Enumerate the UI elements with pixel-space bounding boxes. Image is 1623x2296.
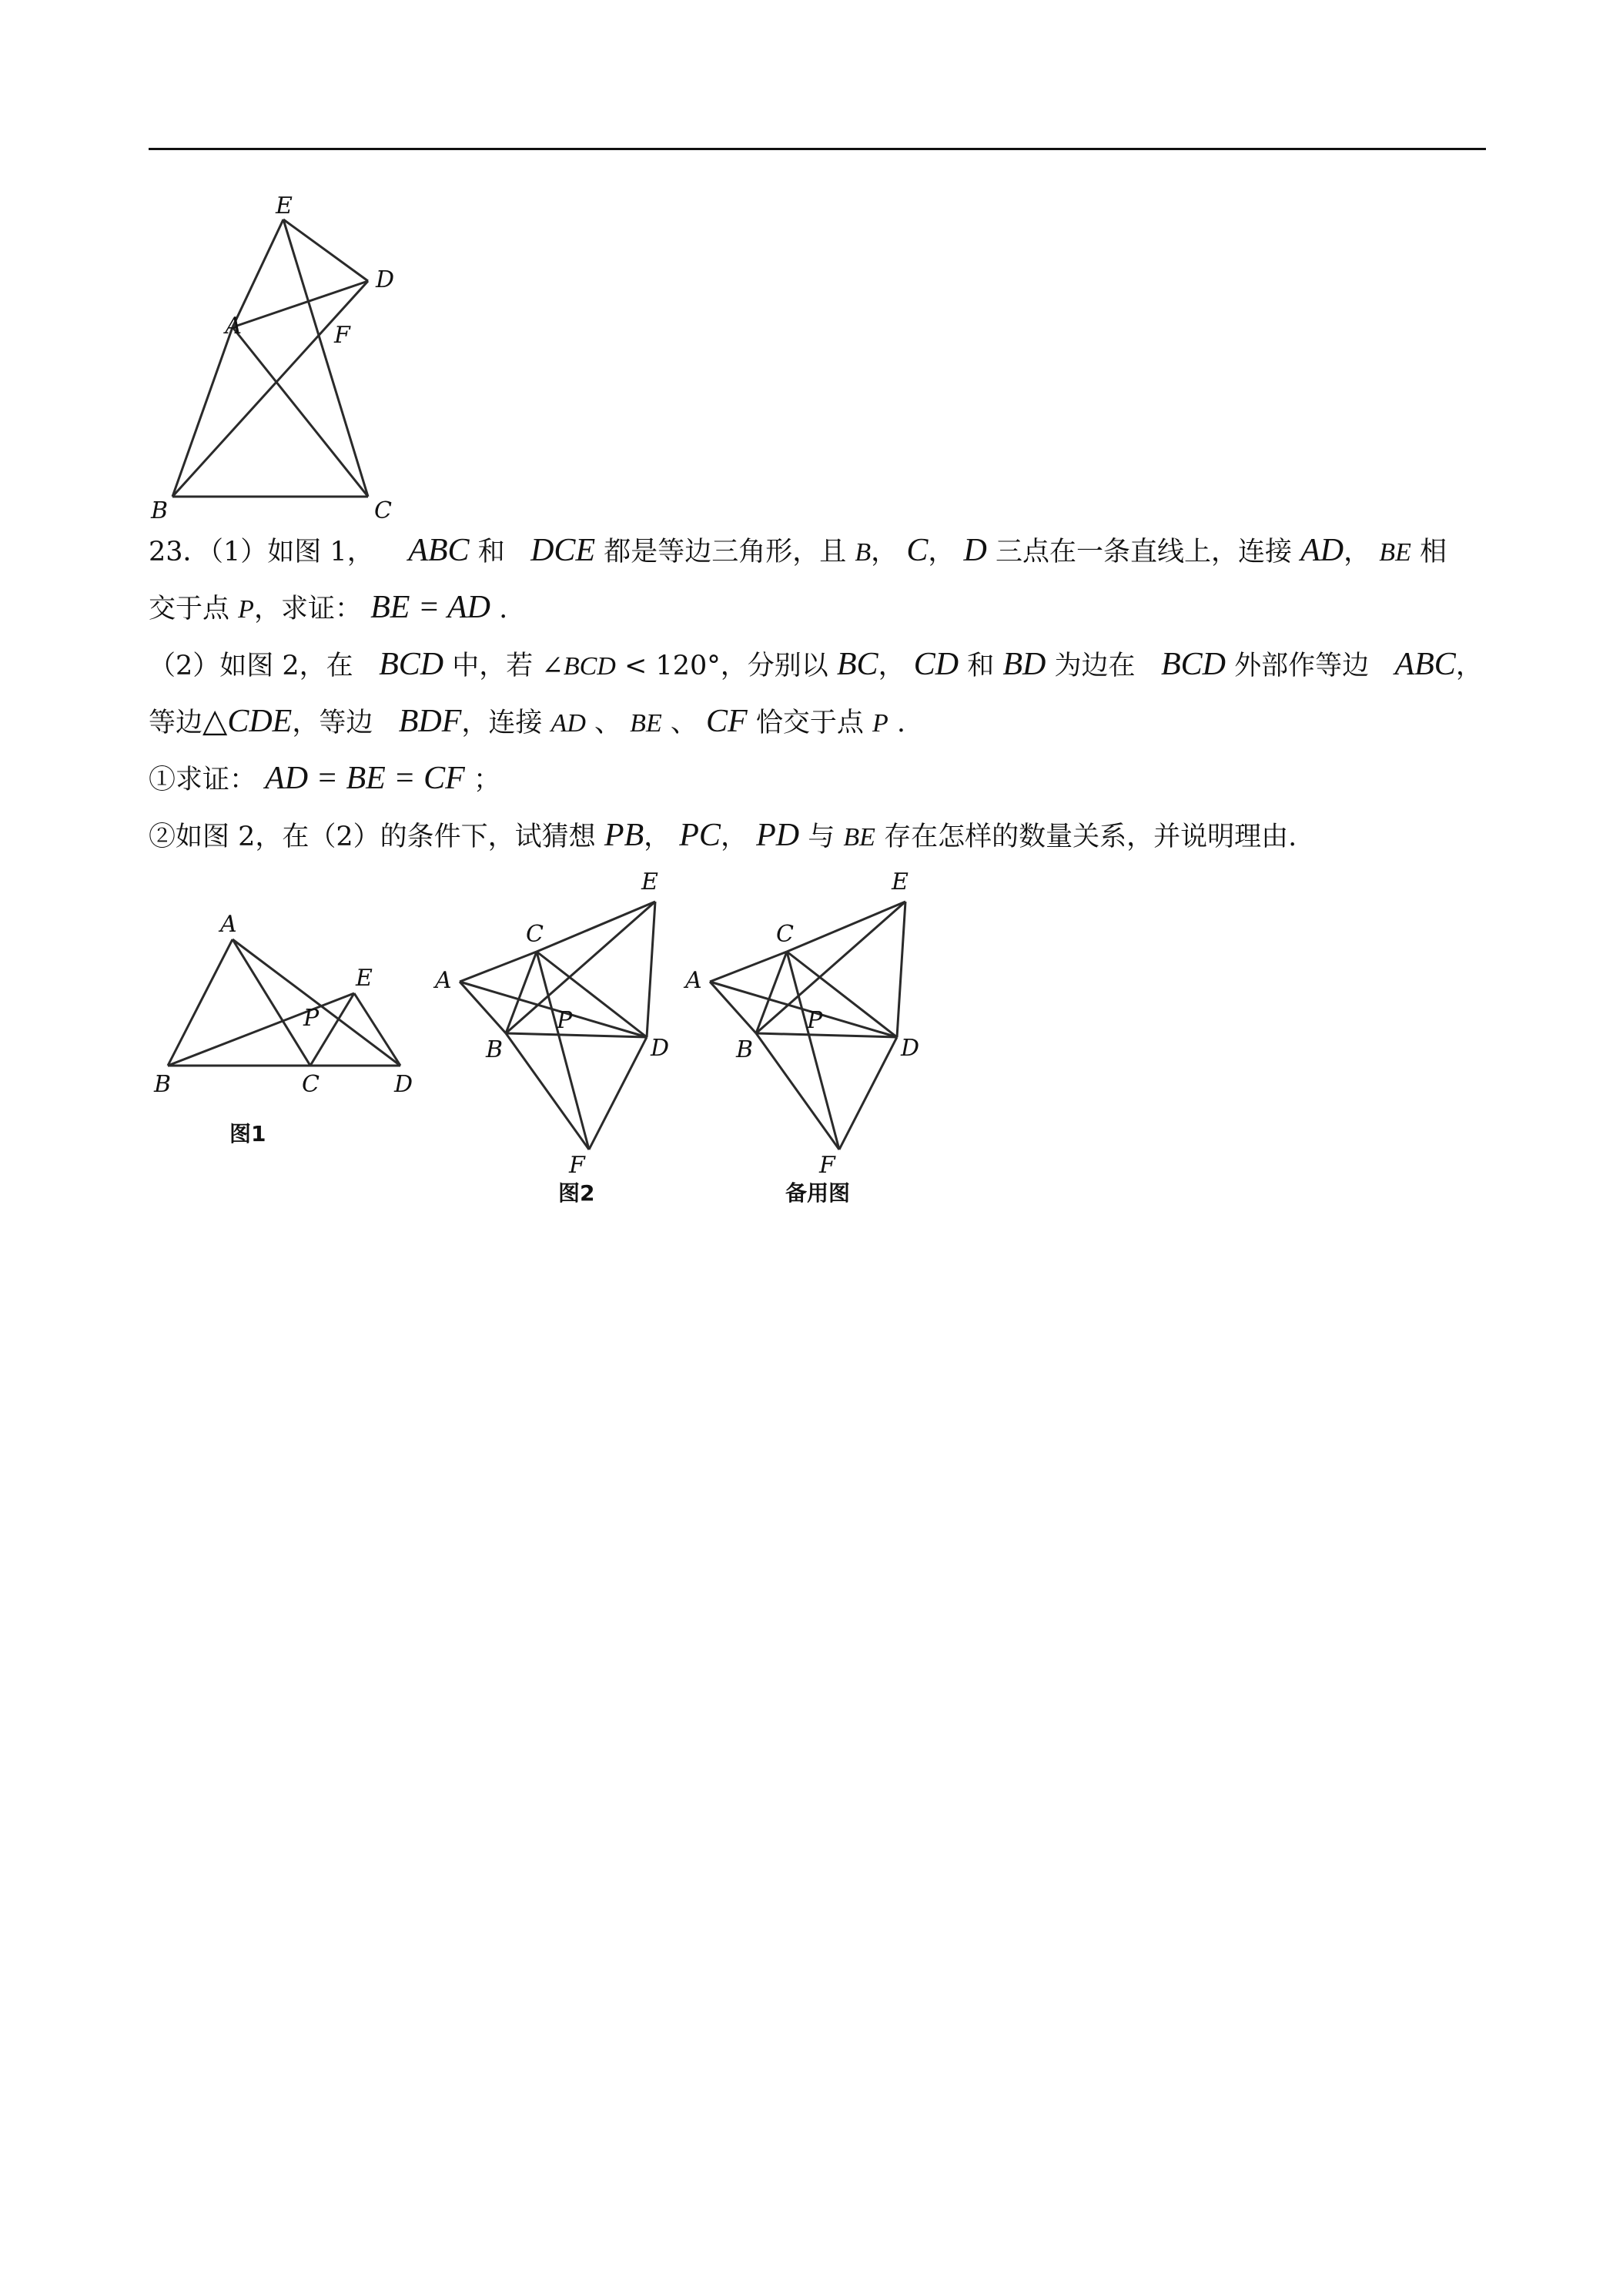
fig3-label-P: P — [807, 1007, 823, 1034]
fig1-label-E: E — [356, 965, 373, 992]
fig3-label-C: C — [776, 921, 794, 948]
label-D: D — [376, 266, 395, 293]
problem-line-2: 交于点 P，求证： BE = AD . — [149, 590, 508, 625]
fig1-caption: 图1 — [229, 1121, 266, 1146]
problem-line-5: ①求证： AD = BE = CF ； — [149, 761, 500, 796]
fig2-caption: 图2 — [558, 1180, 595, 1205]
fig2-label-D: D — [651, 1035, 670, 1062]
fig1-label-A: A — [220, 911, 237, 938]
fig2-label-A: A — [435, 967, 452, 994]
fig3-label-A: A — [685, 967, 702, 994]
fig1-label-P: P — [303, 1005, 320, 1032]
figure-1 — [146, 909, 439, 1163]
fig1-label-D: D — [394, 1071, 413, 1098]
fig3-label-D: D — [901, 1035, 920, 1062]
fig2-label-B: B — [486, 1036, 504, 1063]
fig2-label-P: P — [557, 1007, 573, 1034]
label-B: B — [151, 497, 169, 524]
problem-line-6: ②如图 2，在（2）的条件下，试猜想 PB， PC， PD 与 BE 存在怎样的数量关系，并说明理由. — [149, 818, 1297, 853]
problem-line-1: 23．（1）如图 1， ABC 和 DCE 都是等边三角形，且 B， C， D 三点在一条直线上，连接 AD， BE 相 — [149, 533, 1447, 568]
problem-line-4: 等边△CDE，等边 BDF，连接 AD 、 BE 、 CF 恰交于点 P . — [149, 704, 906, 739]
problem-line-3: （2）如图 2，在 BCD 中，若 ∠BCD < 120°，分别以 BC， CD 和 BD 为边在 BCD 外部作等边 ABC， — [149, 647, 1483, 682]
fig2-label-E: E — [641, 869, 658, 895]
fig1-label-C: C — [302, 1071, 320, 1098]
fig2-label-F: F — [569, 1152, 585, 1179]
top-figure — [146, 189, 408, 527]
label-C: C — [374, 497, 392, 524]
figure-3 — [678, 866, 939, 1205]
label-E: E — [276, 192, 293, 219]
header-rule — [149, 148, 1486, 150]
fig3-caption: 备用图 — [785, 1180, 851, 1205]
figure-2 — [427, 866, 689, 1205]
fig1-label-B: B — [154, 1071, 172, 1098]
label-F: F — [334, 322, 350, 349]
fig3-label-E: E — [892, 869, 909, 895]
fig3-label-B: B — [736, 1036, 754, 1063]
label-A: A — [225, 313, 242, 340]
fig3-label-F: F — [819, 1152, 835, 1179]
fig2-label-C: C — [526, 921, 544, 948]
